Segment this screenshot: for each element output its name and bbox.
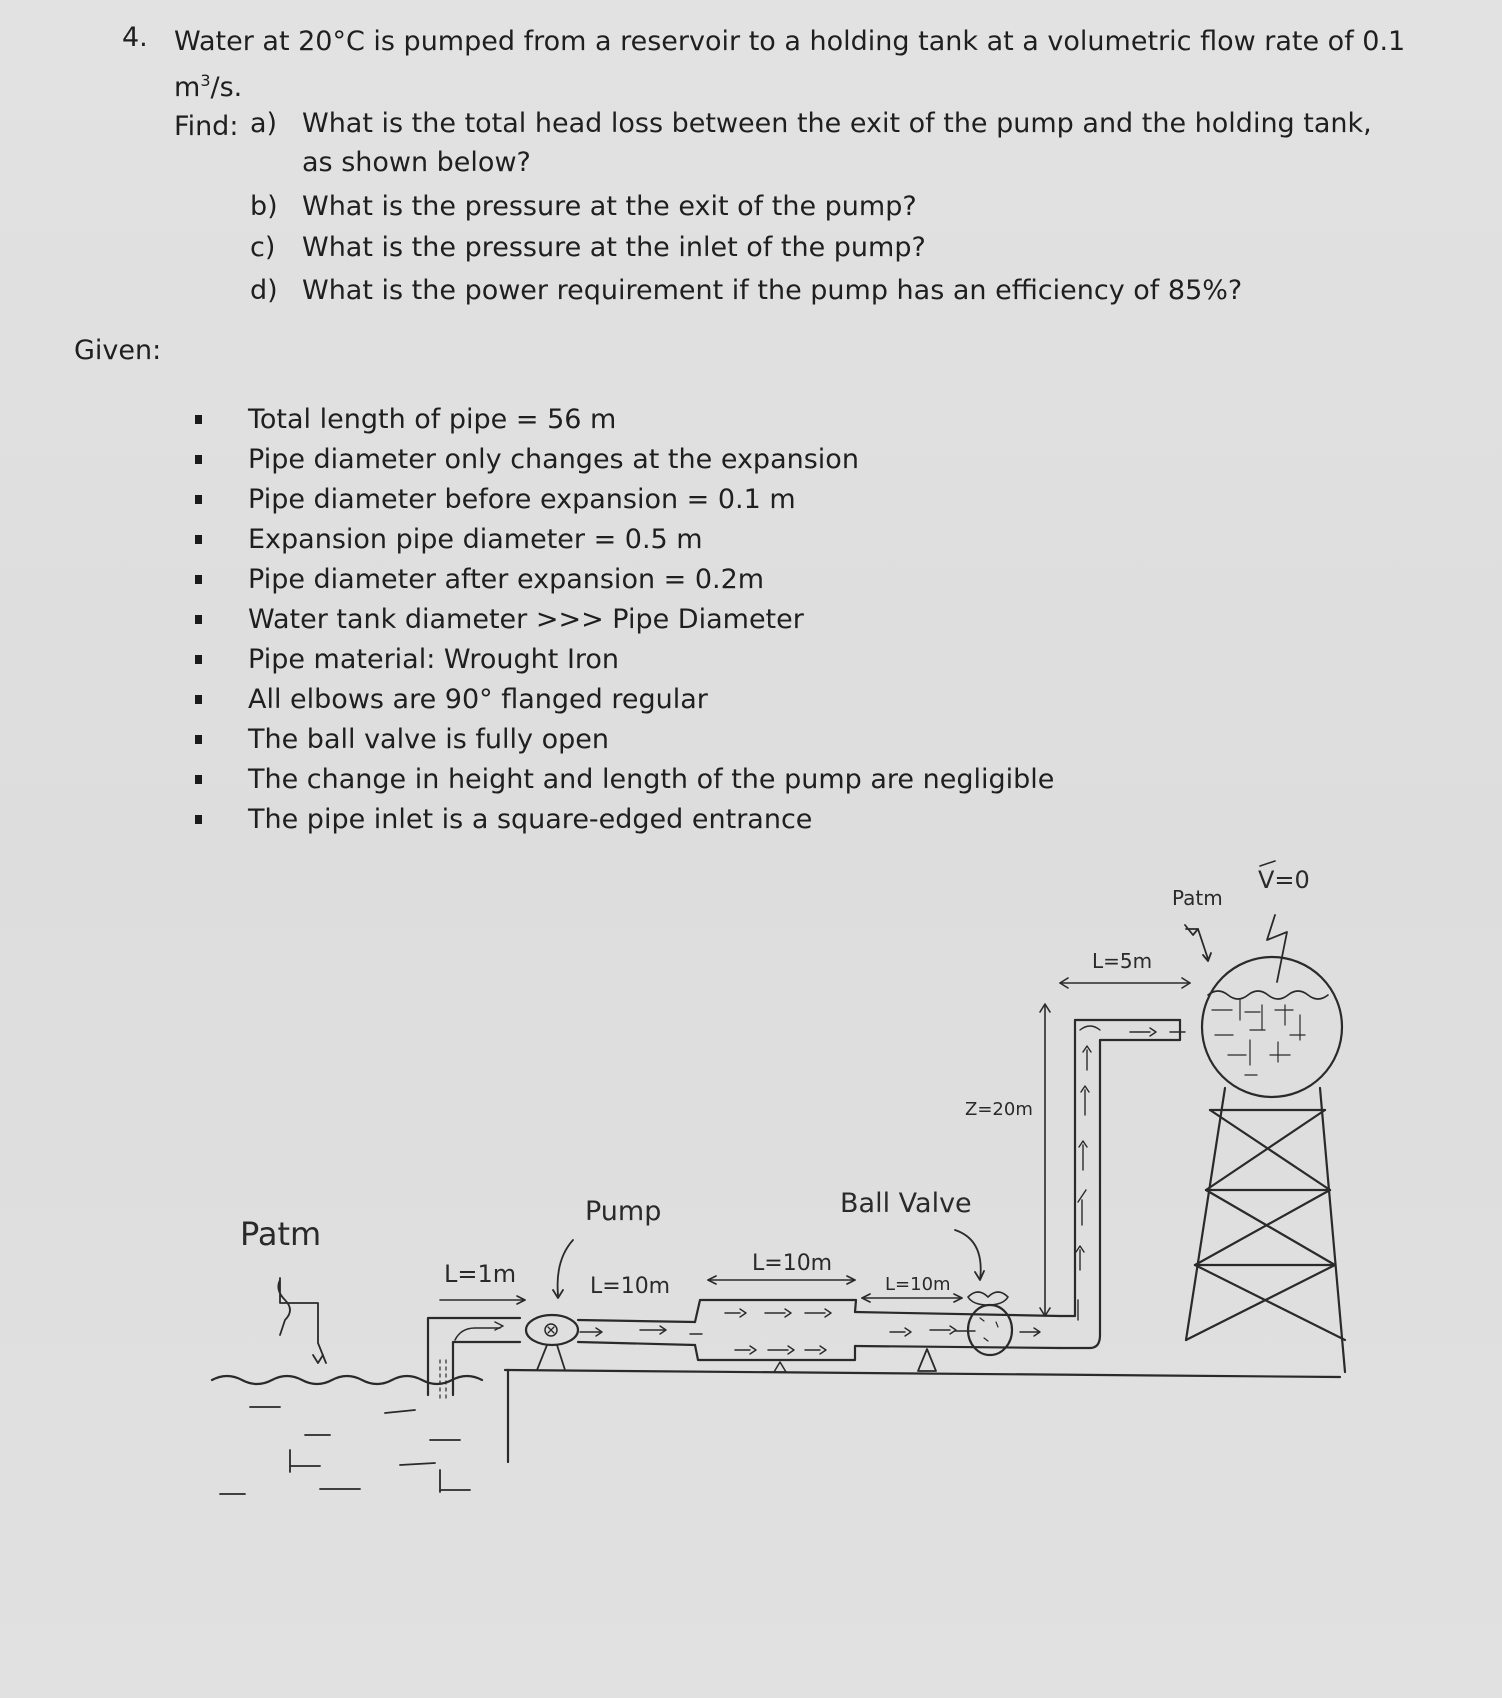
length-dimension-top [1060,978,1190,988]
bullet-icon [195,415,202,424]
ball-valve-label: Ball Valve [840,1188,972,1219]
length-label-pump: L=10m [590,1274,671,1299]
question-number: 4. [122,22,148,53]
bullet-icon [195,735,202,744]
height-dimension [1040,1004,1050,1316]
length-label-top: L=5m [1092,949,1153,973]
length-dimension-expansion [708,1276,855,1284]
water-tower-frame [1186,1088,1345,1372]
reservoir-surface [212,1376,482,1384]
velocity-label: V=0 [1258,866,1310,894]
length-label-l1: L=1m [444,1260,517,1288]
bullet-icon [195,495,202,504]
length-label-valve: L=10m [885,1274,951,1295]
valve-pointer-arrow-icon [955,1230,984,1280]
ground-platform [505,1370,1340,1462]
subquestion-b: b) What is the pressure at the exit of the pump? [250,191,917,222]
pump-label: Pump [585,1196,662,1227]
given-label: Given: [74,335,162,366]
intake-pipe [428,1318,520,1400]
bullet-icon [195,815,202,824]
height-label: Z=20m [965,1099,1033,1120]
pump-icon [526,1315,578,1370]
patm-left-arrow-icon [278,1278,326,1363]
patm-right-arrow-icon [1185,915,1287,982]
length-label-expansion: L=10m [752,1251,833,1276]
bullet-icon [195,575,202,584]
worksheet-page: 4. Water at 20°C is pumped from a reservoir to a holding tank at a volumetric flow rate of 0.1 $m^3/s$. Find: a) What is the total head loss between the exit of the pump and the holding tank, as shown below? b) What is the pressure at the exit of the pump? c) What is the pressure at the inlet of the pump? d) What is the power requirement if the pump has an efficiency of 85%? Given: Total length of pipe = 56 m Pipe diameter only changes at the expansion Pipe diameter before expansion = 0.1 m Expansion pipe diameter = 0.5 m Pipe diameter after expansion = 0.2m Water tank diameter >>> Pipe Diameter Pipe material: Wrought Iron All elbows are 90° flanged regular The ball valve is fully open The change in height and length of the pump are negligible The pipe inlet is a square-edged entrance Patm L=1m Pump L=10m L=10m L=10m Ball Valve Z=20m L=5m Patm V=0 [0,0,1502,1698]
reservoir-water-dashes [220,1407,470,1494]
ball-valve-icon [968,1292,1040,1355]
vertical-riser [1060,1020,1185,1348]
pipe-section-2 [855,1312,1060,1371]
bullet-icon [195,775,202,784]
expansion-section [695,1300,856,1372]
piping-diagram [0,830,1502,1530]
bullet-icon [195,535,202,544]
bullet-icon [195,455,202,464]
length-dimension-l1 [440,1296,525,1304]
question-intro: Water at 20°C is pumped from a reservoir to a holding tank at a volumetric flow rate of 0.1 $m^3/s$. Find: [174,26,1406,142]
patm-right-label: Patm [1172,886,1223,910]
patm-left-label: Patm [240,1215,322,1253]
find-label: Find: [174,111,239,142]
pump-pointer-arrow-icon [553,1240,573,1298]
length-dimension-valve [862,1294,962,1302]
subquestion-c: c) What is the pressure at the inlet of the pump? [250,232,926,263]
bullet-icon [195,655,202,664]
subquestion-d: d) What is the power requirement if the pump has an efficiency of 85%? [250,275,1243,306]
bullet-icon [195,695,202,704]
subquestion-a: a) What is the total head loss between the exit of the pump and the holding tank, as shown below? [250,108,1372,178]
bullet-icon [195,615,202,624]
holding-tank [1202,957,1342,1097]
pipe-section-1 [578,1320,702,1345]
